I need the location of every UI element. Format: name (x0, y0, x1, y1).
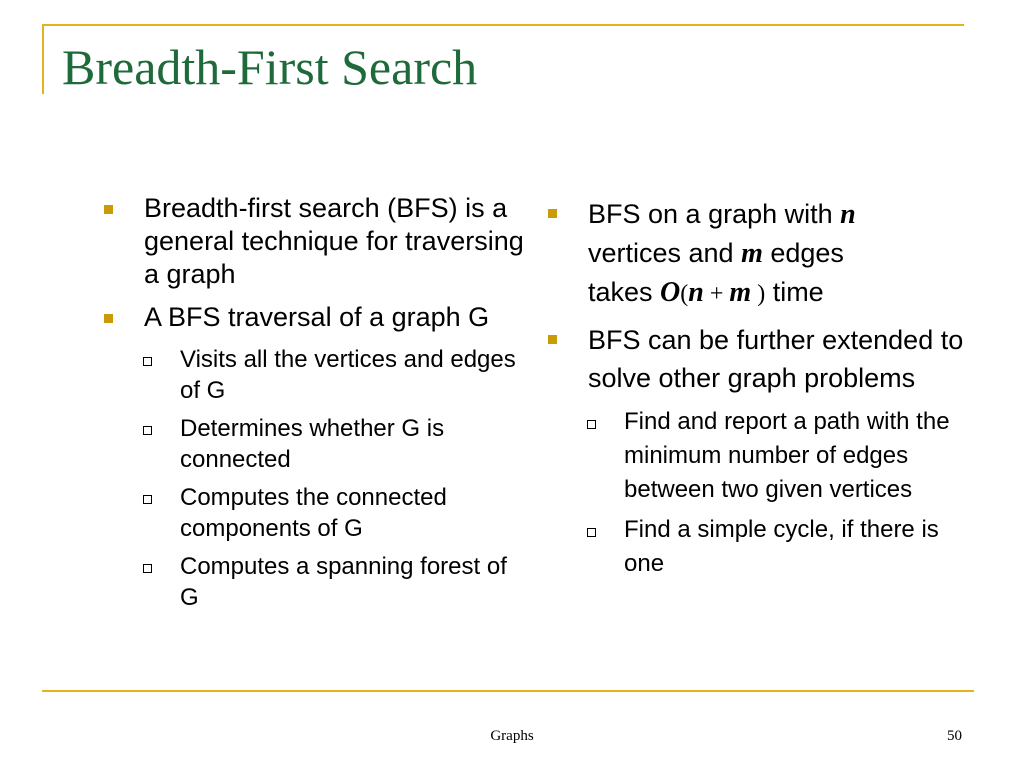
square-bullet-icon (548, 209, 557, 218)
math-n: n (840, 199, 856, 230)
sub-bullet-item (104, 482, 524, 544)
math-m: m (729, 277, 752, 308)
text-fragment: vertices and (588, 238, 742, 268)
sub-bullet-item (104, 551, 524, 613)
square-bullet-icon (104, 205, 113, 214)
footer-label: Graphs (490, 728, 534, 744)
text-fragment: time (765, 277, 824, 307)
square-bullet-icon (548, 335, 557, 344)
math-close-paren: ) (751, 281, 766, 307)
math-plus: + (703, 281, 730, 307)
right-column (548, 195, 968, 587)
square-bullet-icon (104, 314, 113, 323)
slide-title: Breadth-First Search (62, 39, 478, 95)
sub-bullet-text: Visits all the vertices and edges of G (180, 346, 516, 404)
text-fragment: edges (762, 238, 844, 268)
text-fragment: takes (588, 277, 661, 307)
bullet-item (548, 321, 968, 397)
hollow-square-bullet-icon (587, 420, 596, 429)
bfs-complexity-line-1 (588, 199, 856, 229)
page-number: 50 (947, 728, 962, 744)
bfs-complexity-line-2 (588, 238, 844, 268)
bfs-complexity-line-3 (588, 277, 824, 307)
math-m: m (741, 238, 763, 269)
bullet-text: BFS can be further extended to solve other graph problems (588, 325, 964, 393)
footer-divider (42, 690, 974, 692)
math-open-paren: ( (680, 281, 689, 307)
bullet-item (548, 195, 968, 313)
sub-bullet-text: Computes a spanning forest of G (180, 553, 507, 611)
hollow-square-bullet-icon (143, 357, 152, 366)
sub-bullet-text: Computes the connected components of G (180, 484, 447, 542)
top-frame-line (42, 24, 964, 26)
sub-bullet-text: Find a simple cycle, if there is one (624, 516, 939, 577)
bullet-text: Breadth-first search (BFS) is a general technique for traversing a graph (144, 193, 524, 289)
hollow-square-bullet-icon (143, 495, 152, 504)
bullet-text: A BFS traversal of a graph G (144, 302, 490, 332)
hollow-square-bullet-icon (143, 426, 152, 435)
bullet-item (104, 192, 524, 291)
sub-bullet-item (104, 344, 524, 406)
sub-bullet-item (548, 405, 968, 507)
left-frame-line (42, 24, 44, 94)
hollow-square-bullet-icon (587, 528, 596, 537)
sub-bullet-text: Determines whether G is connected (180, 415, 445, 473)
left-column (104, 192, 524, 620)
sub-bullet-item (104, 413, 524, 475)
bullet-item (104, 301, 524, 334)
sub-bullet-item (548, 513, 968, 581)
sub-bullet-text: Find and report a path with the minimum number of edges between two given vertices (624, 408, 950, 503)
hollow-square-bullet-icon (143, 564, 152, 573)
math-n: n (688, 277, 704, 308)
text-fragment: BFS on a graph with (588, 199, 841, 229)
math-big-o: O (660, 277, 681, 308)
